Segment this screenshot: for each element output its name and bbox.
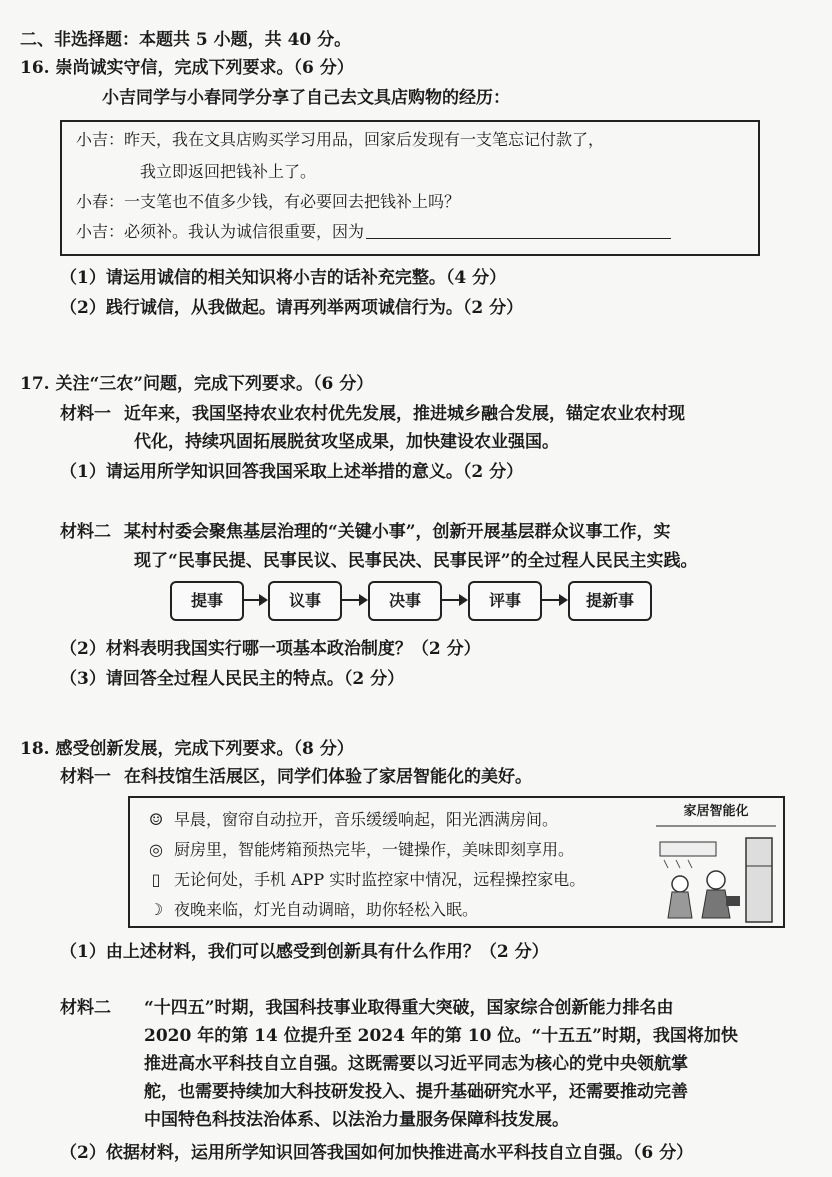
flow-step: 提新事 (568, 581, 652, 621)
q18-material2-text: 中国特色科技法治体系、以法治力量服务保障科技发展。 (144, 1110, 569, 1130)
q17-material2-label: 材料二 (60, 522, 111, 542)
q16-dialog-box (60, 120, 760, 256)
q16-sub1: （1）请运用诚信的相关知识将小吉的话补充完整。（4 分） (60, 268, 507, 288)
smart-item (146, 898, 478, 922)
dialog-line: 小春：一支笔也不值多少钱，有必要回去把钱补上吗？ (76, 192, 461, 211)
smart-item (146, 868, 585, 892)
smart-home-box (128, 796, 785, 928)
flow-arrow-icon (442, 599, 466, 601)
q18-material2-text: 推进高水平科技自立自强。这既需要以习近平同志为核心的党中央领航掌 (144, 1054, 688, 1074)
smart-item-text: 无论何处，手机 APP 实时监控家中情况，远程操控家电。 (174, 870, 586, 889)
smart-item-text: 夜晚来临，灯光自动调暗，助你轻松入眠。 (174, 900, 479, 919)
answer-blank[interactable] (366, 220, 671, 239)
q17-material1-label: 材料一 (60, 404, 111, 424)
q17-title: 17. 关注“三农”问题，完成下列要求。（6 分） (20, 374, 374, 394)
dialog-line: 我立即返回把钱补上了。 (140, 162, 317, 181)
q17-sub1: （1）请运用所学知识回答我国采取上述举措的意义。（2 分） (60, 462, 524, 482)
phone-icon: ▯ (151, 870, 161, 889)
smart-item (146, 838, 574, 862)
dialog-line: 小吉：昨天，我在文具店购买学习用品，回家后发现有一支笔忘记付款了， (76, 130, 605, 149)
q18-material2-text: 2020 年的第 14 位提升至 2024 年的第 10 位。“十五五”时期，我国将加快 (144, 1026, 738, 1046)
q17-material2-text: 现了“民事民提、民事民议、民事民决、民事民评”的全过程人民民主实践。 (134, 551, 698, 571)
smiley-icon: ☺ (148, 810, 164, 829)
q17-material2-text: 某村村委会聚焦基层治理的“关键小事”，创新开展基层群众议事工作，实 (124, 522, 671, 542)
q18-sub2: （2）依据材料，运用所学知识回答我国如何加快推进高水平科技自立自强。（6 分） (60, 1143, 694, 1163)
q17-sub2: （2）材料表明我国实行哪一项基本政治制度？（2 分） (60, 639, 481, 659)
dialog-line: 小吉：必须补。我认为诚信很重要，因为 (76, 222, 365, 241)
flow-step: 评事 (468, 581, 542, 621)
q16-intro: 小吉同学与小春同学分享了自己去文具店购物的经历： (102, 88, 510, 108)
q18-title: 18. 感受创新发展，完成下列要求。（8 分） (20, 739, 354, 759)
q18-material1-label: 材料一 (60, 767, 111, 787)
flow-step: 议事 (268, 581, 342, 621)
q18-material2-label: 材料二 (60, 998, 111, 1018)
dialog-line-with-blank (76, 220, 671, 244)
flow-arrow-icon (244, 599, 266, 601)
q16-sub2: （2）践行诚信，从我做起。请再列举两项诚信行为。（2 分） (60, 298, 524, 318)
q16-title: 16. 崇尚诚实守信，完成下列要求。（6 分） (20, 58, 354, 78)
smart-home-picture-icon (650, 802, 782, 926)
section-heading: 二、非选择题：本题共 5 小题，共 40 分。 (20, 30, 352, 50)
oven-icon: ◎ (149, 840, 163, 859)
moon-icon: ☽ (148, 900, 164, 919)
smart-item (146, 808, 558, 832)
q17-material1-text: 近年来，我国坚持农业农村优先发展，推进城乡融合发展，锚定农业农村现 (124, 404, 685, 424)
flow-step: 决事 (368, 581, 442, 621)
smart-home-illustration (650, 802, 782, 926)
illustration-title: 家居智能化 (683, 804, 749, 819)
q18-material1-text: 在科技馆生活展区，同学们体验了家居智能化的美好。 (124, 767, 532, 787)
q17-sub3: （3）请回答全过程人民民主的特点。（2 分） (60, 669, 405, 689)
q17-material1-text: 代化，持续巩固拓展脱贫攻坚成果，加快建设农业强国。 (134, 432, 559, 452)
q18-sub1: （1）由上述材料，我们可以感受到创新具有什么作用？（2 分） (60, 942, 549, 962)
q18-material2-text: “十四五”时期，我国科技事业取得重大突破，国家综合创新能力排名由 (144, 998, 674, 1018)
smart-item-text: 厨房里，智能烤箱预热完毕，一键操作，美味即刻享用。 (174, 840, 575, 859)
smart-item-text: 早晨，窗帘自动拉开，音乐缓缓响起，阳光洒满房间。 (174, 810, 559, 829)
flow-step: 提事 (170, 581, 244, 621)
q18-material2-text: 舵，也需要持续加大科技研发投入、提升基础研究水平，还需要推动完善 (144, 1082, 688, 1102)
flow-arrow-icon (342, 599, 366, 601)
flow-arrow-icon (542, 599, 566, 601)
